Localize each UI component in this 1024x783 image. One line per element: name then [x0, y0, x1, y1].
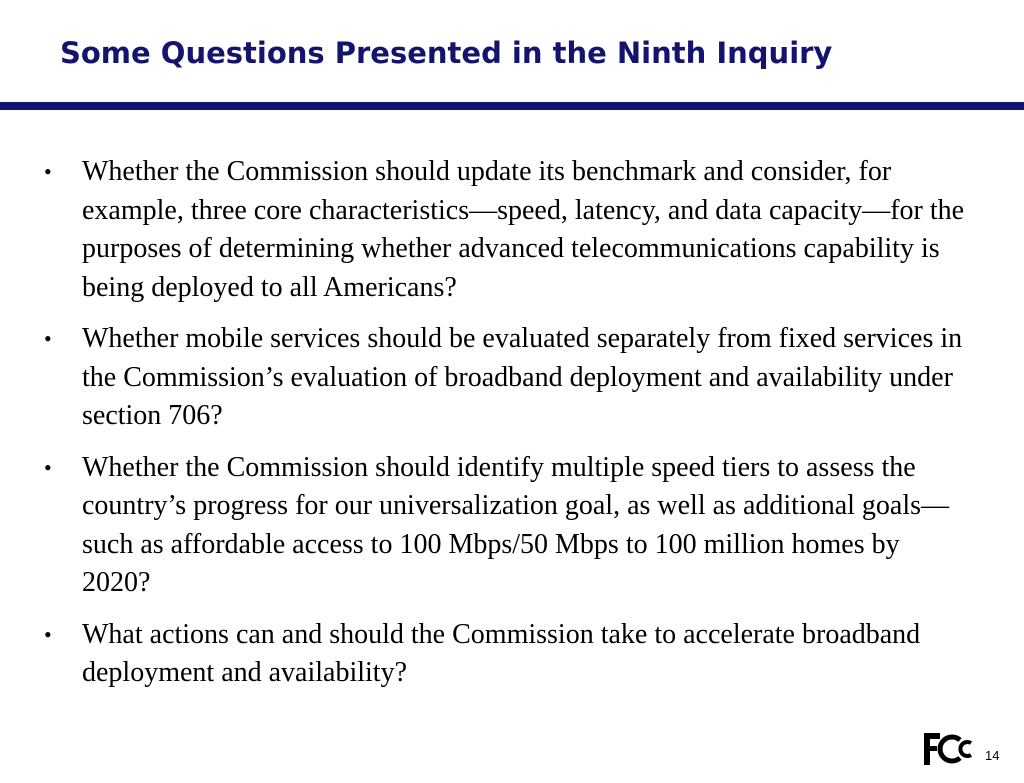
fcc-logo-icon [923, 729, 975, 769]
bullet-item [0, 449, 1024, 603]
bullet-text: What actions can and should the Commission take to accelerate broadband deployment and availability? [82, 618, 921, 688]
bullet-icon: • [44, 326, 52, 351]
bullet-icon: • [44, 159, 52, 184]
bullet-list [0, 153, 1024, 706]
bullet-icon: • [44, 454, 52, 480]
bullet-text: Whether the Commission should update its benchmark and consider, for example, three core characteristics—speed, latency, and data capacity—for the purposes of determining whether advanced telecommunications capability is being deployed to all Americans? [82, 156, 965, 303]
bullet-item [0, 320, 1024, 436]
bullet-item [0, 616, 1024, 693]
bullet-text: Whether the Commission should identify multiple speed tiers to assess the country’s progress for our universalization goal, as well as additional goals—such as affordable access to 100 Mbps/50 Mbps to 100 million homes by 2020? [82, 451, 950, 598]
bullet-item [0, 153, 1024, 307]
bullet-text: Whether mobile services should be evaluated separately from fixed services in the Commission’s evaluation of broadband deployment and availability under section 706? [82, 323, 963, 431]
page-number: 14 [985, 748, 1000, 763]
slide-title: Some Questions Presented in the Ninth Inquiry [60, 36, 833, 70]
bullet-icon: • [44, 621, 52, 647]
title-divider [0, 102, 1024, 110]
